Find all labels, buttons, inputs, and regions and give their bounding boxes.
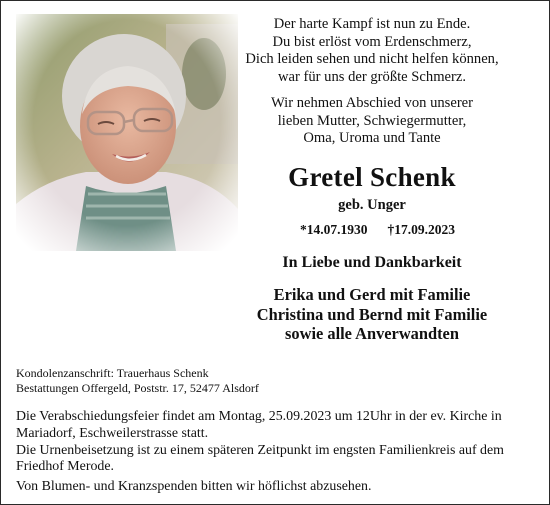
poem-line: war für uns der größte Schmerz. [277,68,467,85]
poem-line: Der harte Kampf ist nun zu Ende. [273,16,471,32]
ceremony-text: Die Verabschiedungsfeier findet am Montag, 25.09.2023 um 12Uhr in der ev. Kirche in Mariadorf, Eschweilerstrasse statt. [16,409,502,441]
maiden-name: geb. Unger [338,197,406,213]
condolence-line: Kondolenzanschrift: Trauerhaus Schenk [16,366,209,380]
burial-text: Die Urnenbeisetzung ist zu einem späteren Zeitpunkt im engsten Familienkreis auf dem Friedhof Merode. [16,442,504,475]
life-dates [300,222,455,238]
poem [242,16,502,86]
mourner-line: sowie alle Anverwandten [285,324,459,343]
intro-line: Oma, Uroma und Tante [303,130,441,146]
mourners-list [232,285,512,344]
poem-line: Du bist erlöst vom Erdenschmerz, [272,33,472,50]
intro-line: Wir nehmen Abschied von unserer [270,95,474,111]
mourner-line: Erika und Gerd mit Familie [273,285,471,304]
birth-date: *14.07.1930 [300,222,368,237]
portrait-photo [16,14,238,251]
mourner-line: Christina und Bernd mit Familie [256,304,488,324]
deceased-name: Gretel Schenk [288,162,456,192]
condolence-address [16,366,259,395]
death-date: †17.09.2023 [387,222,455,237]
poem-line: Dich leiden sehen und nicht helfen können, [245,51,499,67]
funeral-announcement [16,409,536,476]
farewell-intro [242,95,502,148]
flowers-note: Von Blumen- und Kranzspenden bitten wir höflichst abzusehen. [16,479,372,494]
condolence-line: Bestattungen Offergeld, Poststr. 17, 52477 Alsdorf [16,380,259,395]
closing-phrase: In Liebe und Dankbarkeit [282,254,462,271]
intro-line: lieben Mutter, Schwiegermutter, [277,112,467,129]
